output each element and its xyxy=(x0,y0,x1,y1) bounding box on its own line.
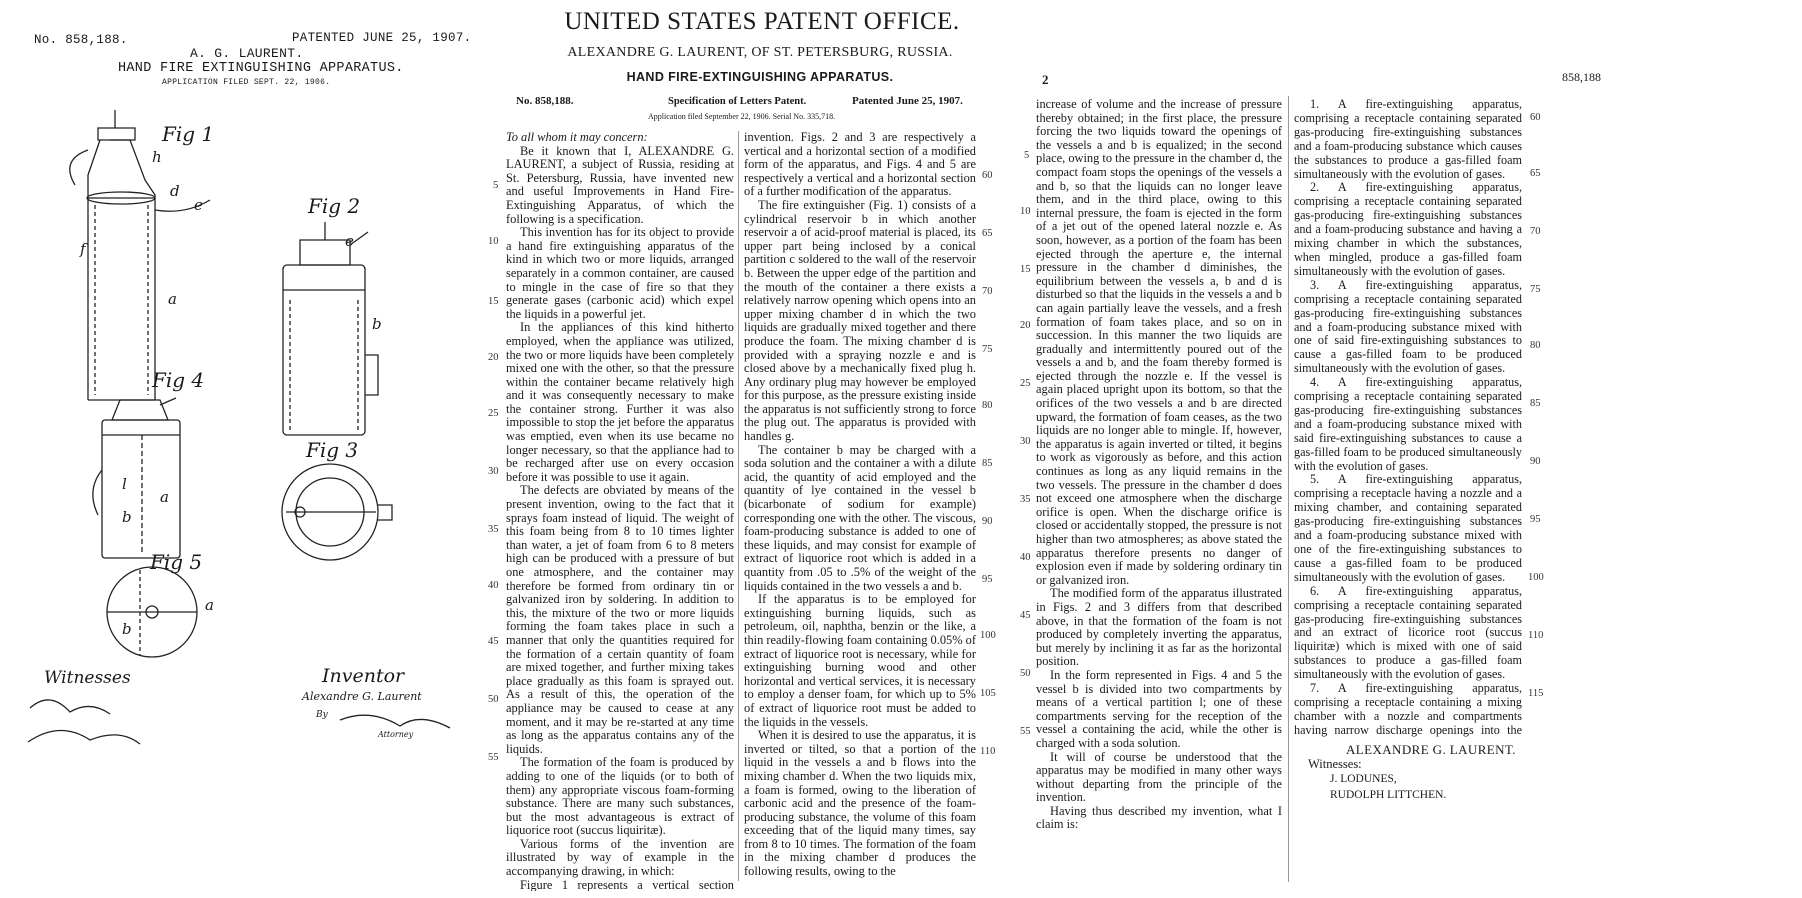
sheet-patented-date: PATENTED JUNE 25, 1907. xyxy=(292,31,472,45)
witness-signature-1 xyxy=(30,700,110,714)
column-divider-2 xyxy=(1288,96,1289,882)
fig2-extinguisher xyxy=(283,222,378,435)
sheet-inventor: A. G. LAURENT. xyxy=(190,46,304,61)
patent-drawing xyxy=(0,0,548,898)
claim-4: 4. A fire-extinguishing apparatus, comprising a receptacle containing separated gas-producing fire-extinguishing substances and a foam-producing substance mixed with said fire-extinguishing substances to cause a gas-filled foam to be produced simultaneously with the evolution of gases. xyxy=(1294,375,1522,473)
witness-1: J. LODUNES, xyxy=(1330,773,1397,785)
inventor-line: ALEXANDRE G. LAURENT, OF ST. PETERSBURG, RUSSIA. xyxy=(567,45,953,60)
spec-title: HAND FIRE-EXTINGUISHING APPARATUS. xyxy=(626,70,894,84)
spec-number: No. 858,188. xyxy=(516,95,574,107)
fig1-extinguisher xyxy=(70,110,210,400)
spec-application: Application filed September 22, 1906. Serial No. 335,718. xyxy=(648,112,836,121)
witness-signature-2 xyxy=(28,730,140,744)
page2-patent-number: 858,188 xyxy=(1562,70,1601,84)
fig1-label: Fig 1 xyxy=(162,122,215,146)
claim-6: 6. A fire-extinguishing apparatus, comprising a receptacle containing separated gas-producing fire-extinguishing substances and an extract of licorice root (succus liquiritæ) which is mixed with one of said substances to produce a gas-filled foam simultaneously with the evolution of gases. xyxy=(1294,583,1522,682)
by-label: By xyxy=(316,710,328,720)
sheet-title: HAND FIRE EXTINGUISHING APPARATUS. xyxy=(118,61,404,76)
spec-column-1: To all whom it may concern: Be it known that I, ALEXANDRE G. LAURENT, a subject of Russia, residing at St. Petersburg, Russia, have invented new and useful Improvements in Hand Fire-Extinguishing Apparatus, of which the following is a specification. This invention has for its object to provide a hand fire extinguishing apparatus of the kind in which two or more liquids, arranged separately in a common container, are caused to mingle in the case of fire so that they generate gases (carbonic acid) which expel the liquids in a powerful jet. In the appliances of this kind hitherto employed, when the appliance was utilized, the two or more liquids have been completely mixed one with the other, so that the pressure within the container became relatively high and it was consequently necessary to make the container strong. Further it was also impossible to stop the jet before the apparatus was emptied, even when its use became no longer necessary, so that the appliance had to be recharged after use on every occasion before it was possible to use it again. The defects are obviated by means of the present invention, owing to the fact that it sprays foam instead of liquid. The weight of this foam being from 8 to 10 times lighter than water, a jet of foam from 6 to 8 meters high can be produced with a pressure of but one atmosphere, and the container may therefore be formed from ordinary tin or galvanized iron by soldering. In addition to this, the mixture of the two or more liquids forming the foam takes place in such a manner that only the quantities required for the formation of a certain quantity of foam are mixed together, and further mixing takes place gradually as this foam is sprayed out. As a result of this, the operation of the appliance may be caused to cease at any moment, and it may be re-started at any time as long as the apparatus contains any of the liquids. The formation of the foam is produced by adding to one of the liquids (or to both of them) any appropriate viscous foam-forming substance. There are many such substances, but the most advantageous is extract of liquorice root (succus liquiritæ). Various forms of the invention are illustrated by way of example in the accompanying drawing, in which: Figure 1 represents a vertical section xyxy=(506,131,734,891)
claim-7: 7. A fire-extinguishing apparatus, comprising a receptacle containing a mixing chamber with a nozzle and compartments having narrow discharge openings into the xyxy=(1294,681,1522,737)
fig5-section xyxy=(107,567,197,657)
attorney-label: Attorney xyxy=(378,730,414,739)
spec-column-3: increase of volume and the increase of pressure thereby obtained; in the first place, the pressure forcing the two liquids toward the openings of the vessels a and b is equalized; in the second place, owing to the pressure in the chamber d, the compact foam stops the openings of the vessels a and b, so that the liquids can no longer leave them, and in the third place, owing to this internal pressure, the foam is ejected in the form of a jet out of the opened lateral nozzle e. As soon, however, as a portion of the foam has been ejected through the aperture e, the internal pressure in the chamber d diminishes, the equilibrium between the vessels a, b and d is disturbed so that the liquids in the vessels a and b can again partially leave the vessels, and a fresh formation of foam takes place, and so on in succession. In this manner the two liquids are gradually and intermittently poured out of the vessels a and b, and the foam thereby formed is ejected through the nozzle e. If the vessel is again placed upright upon its bottom, so that the orifices of the two vessels a and b are directed upward, the formation of foam ceases, as the two liquids are no longer able to mingle. If, however, the apparatus is again inverted or tilted, it begins to work as vigorously as before, and this action continues as long as any liquid remains in the two vessels. The pressure in the chamber d does not exceed one atmosphere when the discharge orifice is open. When the discharge orifice is closed or accidentally stopped, the pressure is not higher than two atmospheres; as above stated the apparatus therefore presents no danger of explosion even if made by soldering ordinary tin or galvanized iron. The modified form of the apparatus illustrated in Figs. 2 and 3 differs from that described above, in that the formation of the foam is not produced by completely inverting the apparatus, but merely by inclining it as far as the horizontal position. In the form represented in Figs. 4 and 5 the vessel b is divided into two compartments by means of a vertical partition l; one of these compartments serving for the reception of the vessel a containing the acid, while the other is charged with a soda solution. It will of course be understood that the apparatus may be modified in many other ways without departing from the principle of the invention. Having thus described my invention, what I claim is: xyxy=(1036,98,1282,832)
inventor-signature-print: ALEXANDRE G. LAURENT. xyxy=(1346,742,1516,757)
drawing-sheet: No. 858,188. PATENTED JUNE 25, 1907. A. G. LAURENT. HAND FIRE EXTINGUISHING APPARATUS. APPLICATION FILED SEPT. 22, 1906. Fig 1 Fig 2 Fig 4 Fig 3 Fig 5 h d e f a e b l a b a b Witnesses Inventor Alexandre G. Laurent By Attorney xyxy=(0,0,548,898)
sheet-patent-number: No. 858,188. xyxy=(34,33,128,47)
claim-3: 3. A fire-extinguishing apparatus, comprising a receptacle containing separated gas-producing fire-extinguishing substances and a foam-producing substance mixed with one of said fire-extinguishing substances to cause a gas-filled foam to be produced simultaneously with the evolution of gases. xyxy=(1294,277,1522,376)
fig4-extinguisher xyxy=(93,398,180,558)
spec-column-2: invention. Figs. 2 and 3 are respectively a vertical and a horizontal section of a modified form of the apparatus, and Figs. 4 and 5 are respectively a vertical and a horizontal section of a further modification of the apparatus. The fire extinguisher (Fig. 1) consists of a cylindrical reservoir b in which another reservoir a of acid-proof material is placed, its upper part being inclosed by a conical partition c soldered to the wall of the reservoir b. Between the upper edge of the partition and the mouth of the container a there exists a relatively narrow opening which opens into an upper mixing chamber d in which the two liquids are gradually mixed together and there produce the foam. The mixing chamber d is provided with a spraying nozzle e and is closed above by a mechanically fixed plug h. Any ordinary plug may however be employed for this purpose, as the pressure existing inside the apparatus is not sufficiently strong to force the plug out. The apparatus is provided with handles g. The container b may be charged with a soda solution and the container a with a dilute acid, the quantity of acid employed and the quantity of lye contained in the vessel b (bicarbonate of sodium for example) corresponding one with the other. The viscous, foam-producing substance is added to one of these liquids, and may consist for example of extract of liquorice root which is added in a quantity from .05 to .5% of the weight of the liquids contained in the two vessels a and b. If the apparatus is to be employed for extinguishing burning liquids, such as petroleum, oil, naphtha, benzin or the like, a thin readily-flowing foam containing 0.05% of extract of liquorice root is necessary, while for extinguishing burning wood and other horizontal and vertical services, it is necessary to employ a denser foam, for which up to 5% of extract of liquorice root must be added to the liquids in the vessels. When it is desired to use the apparatus, it is inverted or tilted, so that a portion of the liquid in the vessels a and b flows into the mixing chamber d. When the two liquids mix, a foam is formed, owing to the liberation of carbonic acid and the presence of the foam-producing substance, the volume of this foam exceeding that of the liquid many times, say from 8 to 10 times. The formation of the foam in the mixing chamber d produces the following results, owing to the xyxy=(744,131,976,879)
spec-label: Specification of Letters Patent. xyxy=(668,96,807,107)
office-heading: UNITED STATES PATENT OFFICE. xyxy=(564,8,960,35)
fig3-label: Fig 3 xyxy=(306,438,359,462)
claims-column xyxy=(1294,98,1522,738)
claim-5: 5. A fire-extinguishing apparatus, comprising a receptacle having a nozzle and a mixing chamber, and containing separated gas-producing fire-extinguishing substances and a foam-producing substance mixed with one of the fire-extinguishing substances to cause a gas-filled foam to be produced simultaneously with the evolution of gases. xyxy=(1294,472,1522,584)
witnesses-heading: Witnesses: xyxy=(1308,757,1362,771)
inventor-label: Inventor xyxy=(322,665,405,687)
fig2-label: Fig 2 xyxy=(308,194,361,218)
attorney-signature xyxy=(340,715,450,728)
fig3-section xyxy=(282,464,392,560)
fig4-label: Fig 4 xyxy=(152,368,205,392)
witness-2: RUDOLPH LITTCHEN. xyxy=(1330,789,1447,801)
claim-1: 1. A fire-extinguishing apparatus, comprising a receptacle containing separated gas-producing fire-extinguishing substances and a foam-producing substance which causes the substances to produce a gas-filled foam simultaneously with the evolution of gases. xyxy=(1294,98,1522,181)
inventor-signature: Alexandre G. Laurent xyxy=(302,690,422,703)
claim-2: 2. A fire-extinguishing apparatus, comprising a receptacle containing separated gas-producing fire-extinguishing substances and a foam-producing substance and having a mixing chamber in which the substances, when mingled, produce a gas-filled foam simultaneously with the evolution of gases. xyxy=(1294,180,1522,278)
column-divider xyxy=(738,131,739,881)
sheet-filed: APPLICATION FILED SEPT. 22, 1906. xyxy=(162,78,331,87)
fig5-label: Fig 5 xyxy=(150,550,203,574)
page2-number: 2 xyxy=(1042,72,1049,87)
witnesses-label: Witnesses xyxy=(44,668,131,688)
spec-patented: Patented June 25, 1907. xyxy=(852,95,963,107)
